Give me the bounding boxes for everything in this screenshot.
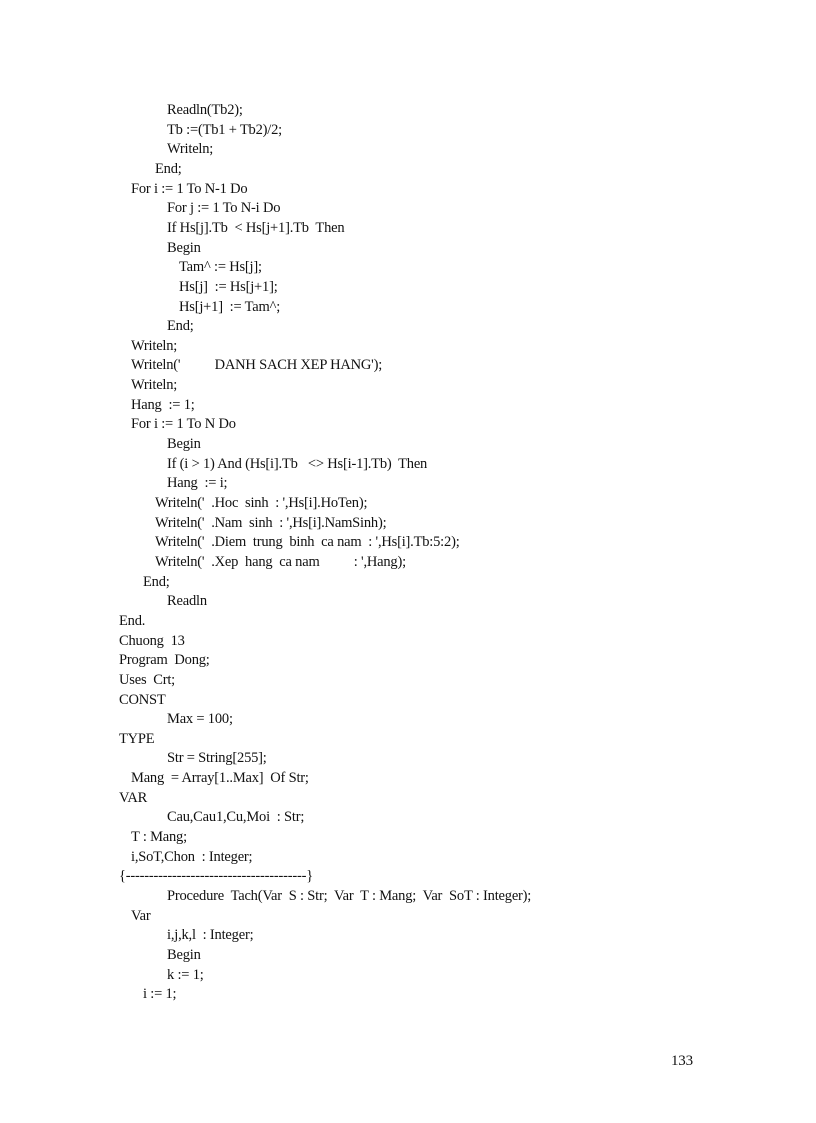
code-line: Begin — [167, 436, 201, 453]
code-line: Program Dong; — [119, 652, 210, 669]
code-line: For j := 1 To N-i Do — [167, 200, 281, 217]
code-line: {---------------------------------------} — [119, 868, 314, 885]
code-line: Uses Crt; — [119, 671, 176, 688]
code-line: Procedure Tach(Var S : Str; Var T : Mang; Var SoT : Integer); — [167, 888, 532, 904]
code-line: Var — [131, 907, 151, 924]
code-line: Str = String[255]; — [167, 750, 267, 767]
code-line: Tb :=(Tb1 + Tb2)/2; — [167, 121, 282, 138]
code-line: VAR — [119, 789, 148, 806]
code-line: Writeln; — [131, 337, 178, 354]
code-line: Hang := 1; — [131, 396, 195, 413]
code-line: If Hs[j].Tb < Hs[j+1].Tb Then — [167, 219, 345, 236]
code-line: Hs[j] := Hs[j+1]; — [179, 278, 278, 295]
code-line: End; — [143, 573, 170, 590]
code-line: Writeln; — [131, 377, 178, 394]
code-line: For i := 1 To N Do — [131, 416, 236, 433]
code-line: k := 1; — [167, 966, 204, 983]
code-line: i := 1; — [143, 986, 177, 1003]
code-line: Writeln(' .Xep hang ca nam : ',Hang); — [155, 553, 406, 570]
code-line: Tam^ := Hs[j]; — [179, 259, 262, 276]
code-line: For i := 1 To N-1 Do — [131, 180, 248, 197]
code-line: Mang = Array[1..Max] Of Str; — [131, 770, 309, 787]
code-line: Writeln(' .Nam sinh : ',Hs[i].NamSinh); — [155, 514, 387, 531]
code-line: TYPE — [119, 730, 155, 747]
code-line: Readln — [167, 593, 207, 610]
code-line: Begin — [167, 946, 201, 963]
code-line: Writeln(' .Diem trung binh ca nam : ',Hs[i].Tb:5:2); — [155, 534, 460, 551]
code-line: Max = 100; — [167, 711, 233, 728]
code-line: i,SoT,Chon : Integer; — [131, 848, 253, 865]
code-line: End; — [155, 160, 182, 177]
code-line: If (i > 1) And (Hs[i].Tb <> Hs[i-1].Tb) Then — [167, 455, 428, 472]
code-line: Writeln(' DANH SACH XEP HANG'); — [131, 357, 383, 374]
code-line: T : Mang; — [131, 829, 187, 846]
code-line: Hang := i; — [167, 475, 228, 492]
code-line: Writeln; — [167, 141, 214, 158]
code-line: Readln(Tb2); — [167, 102, 243, 118]
code-line: End; — [167, 318, 194, 335]
code-line: Chuong 13 — [119, 632, 185, 649]
code-line: Writeln(' .Hoc sinh : ',Hs[i].HoTen); — [155, 495, 368, 511]
code-line: CONST — [119, 691, 166, 708]
code-line: Hs[j+1] := Tam^; — [179, 298, 281, 315]
code-line: Begin — [167, 239, 201, 256]
page-number: 133 — [671, 1053, 693, 1069]
code-line: Cau,Cau1,Cu,Moi : Str; — [167, 809, 305, 826]
code-line: End. — [119, 612, 146, 629]
code-line: i,j,k,l : Integer; — [167, 927, 254, 944]
